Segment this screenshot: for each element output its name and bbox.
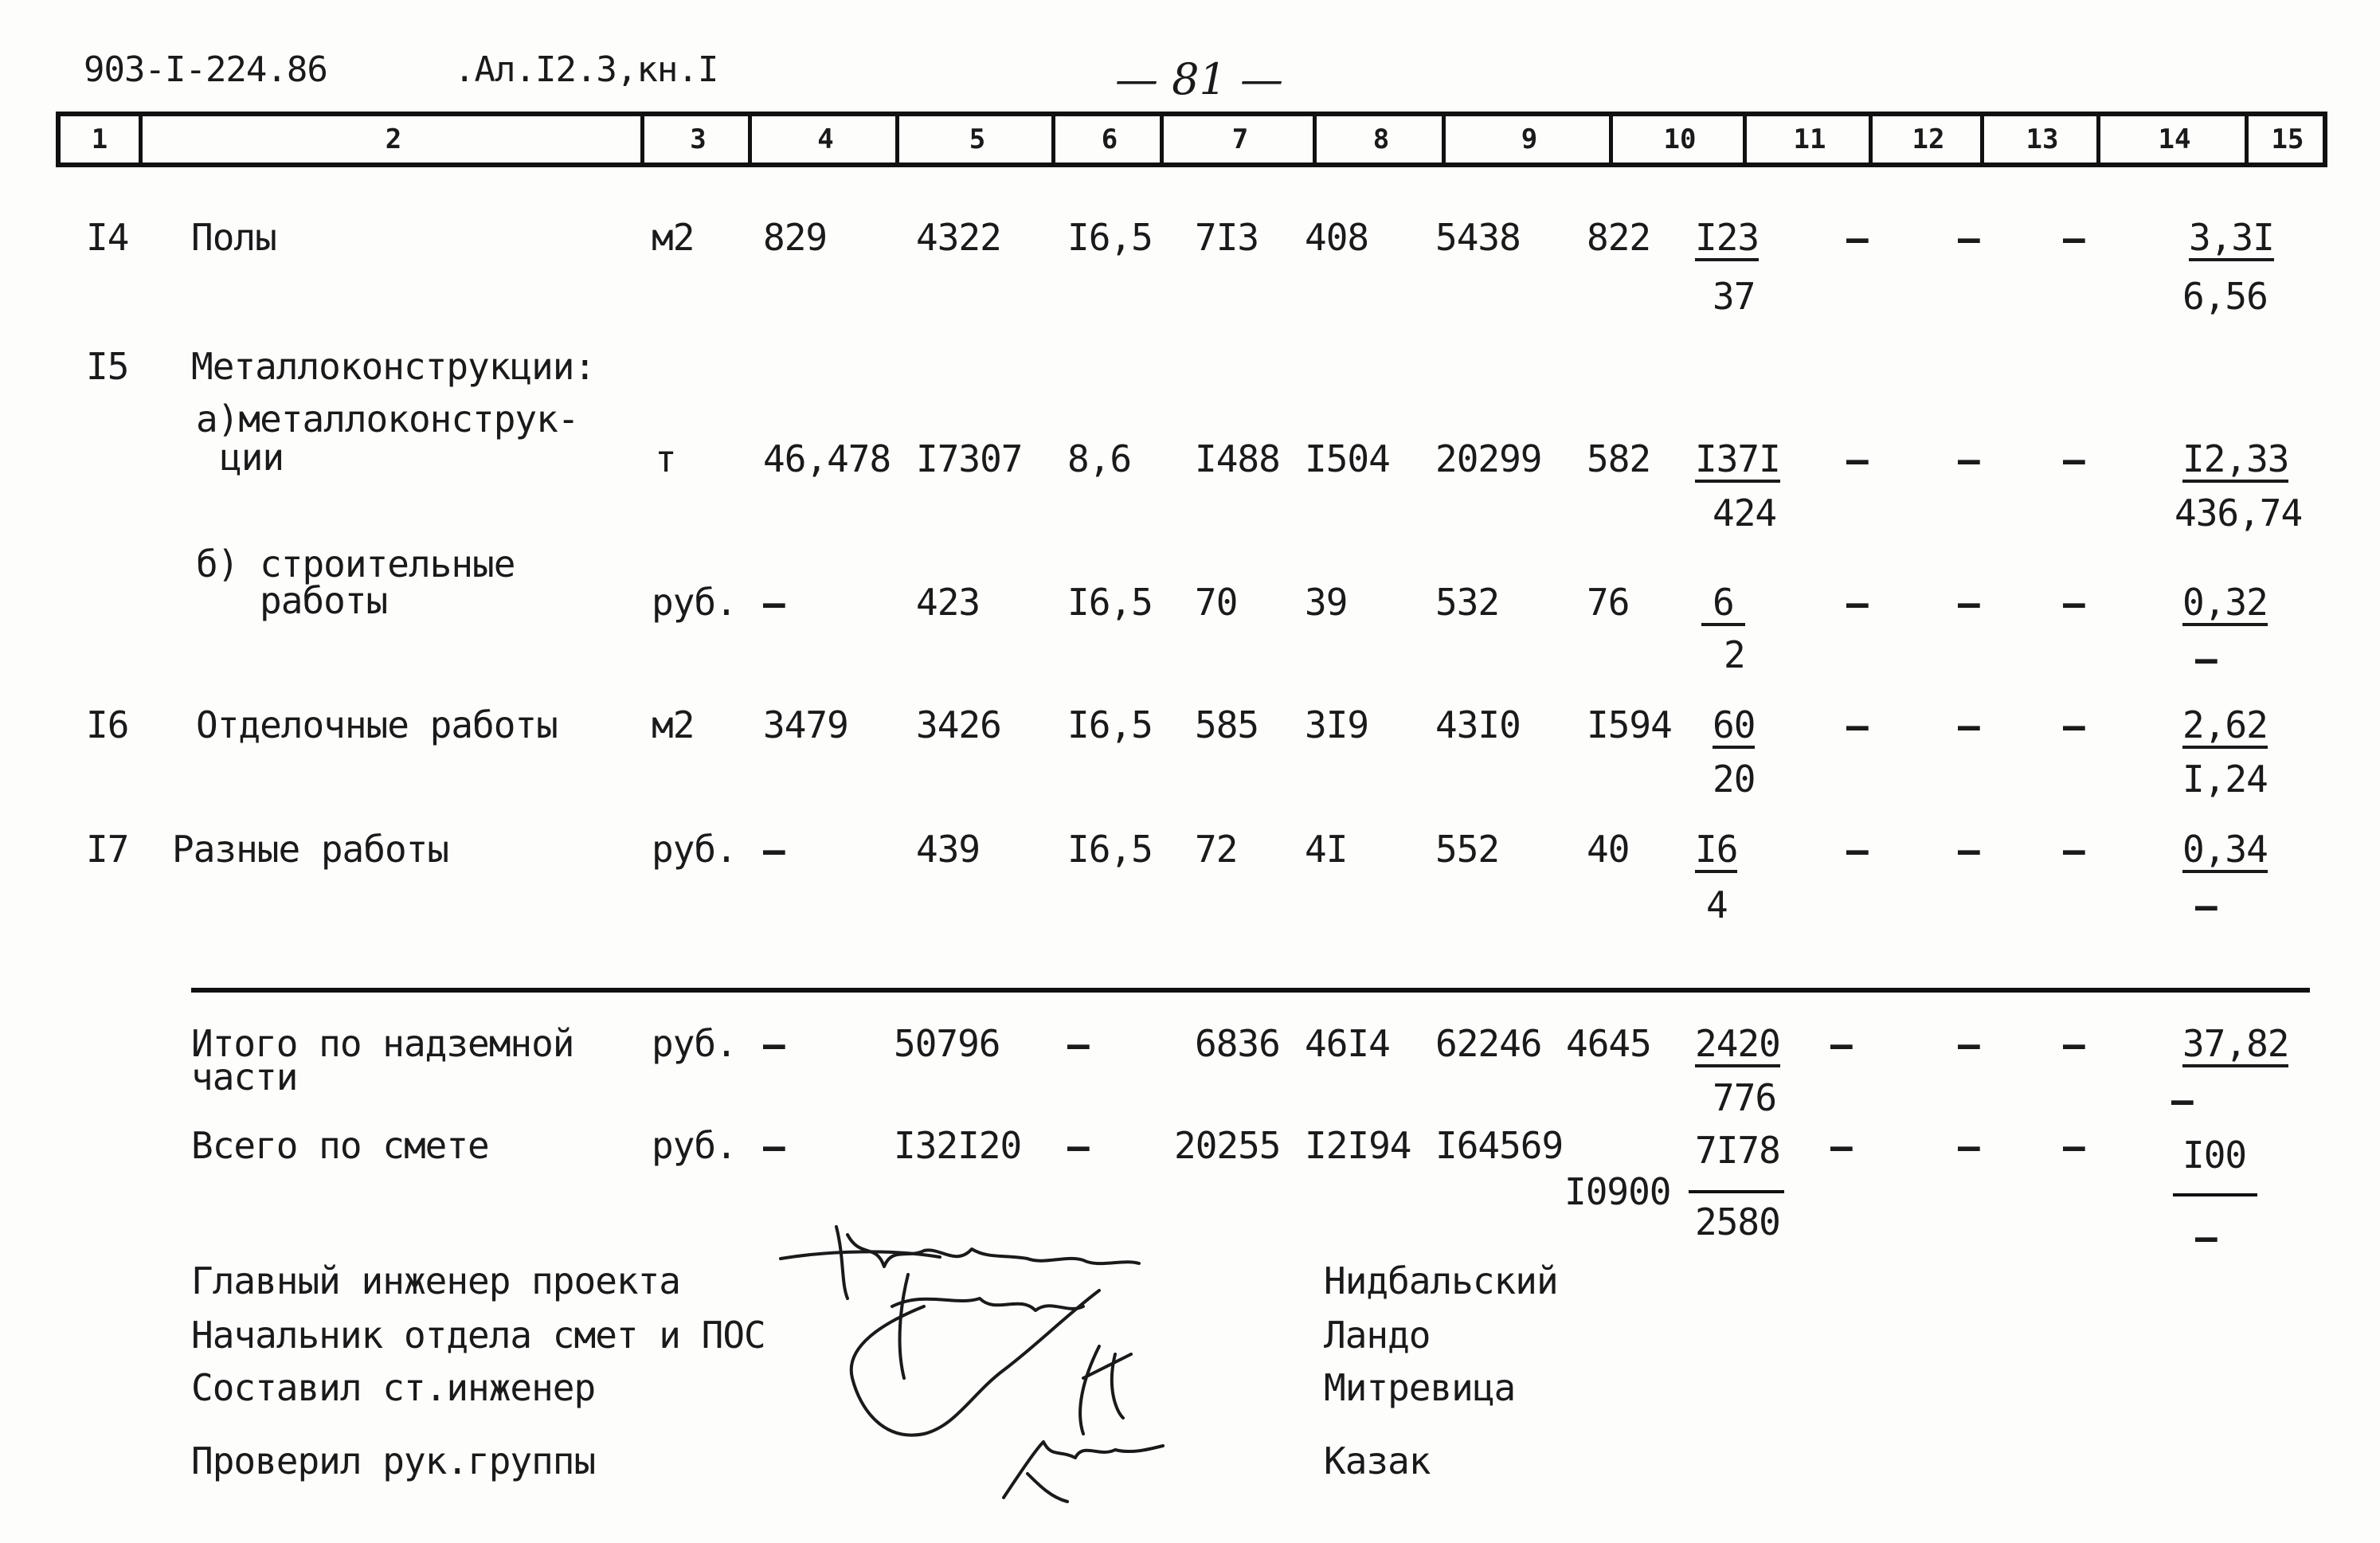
cell-col7: 70 (1195, 581, 1238, 624)
cell-col4: – (763, 1023, 785, 1066)
col-header-2: 2 (139, 116, 644, 163)
cell-col5: 423 (916, 581, 981, 624)
cell-col12: – (1830, 1023, 1853, 1066)
cell-col14: – (2063, 1023, 2085, 1066)
row-number: I7 (86, 828, 129, 871)
cell-col13: – (1958, 704, 1980, 747)
handwritten-signatures (765, 1211, 1211, 1514)
cell-col6: 8,6 (1067, 437, 1132, 480)
signatory-name: Ландо (1324, 1314, 1431, 1357)
row-number: I6 (86, 703, 129, 746)
cell-col5: I32I20 (894, 1124, 1022, 1167)
cell-col8: I504 (1305, 437, 1390, 480)
cell-col14: – (2063, 438, 2085, 481)
cell-col15-bottom: – (2195, 884, 2218, 927)
page-number: — 81 — (1115, 54, 1284, 104)
row-name-line2: части (191, 1055, 298, 1099)
cell-col13: – (1958, 1125, 1980, 1168)
cell-col6: I6,5 (1067, 216, 1153, 259)
cell-col11-top: I23 (1695, 217, 1759, 261)
cell-col6: I6,5 (1067, 581, 1153, 624)
cell-col7: 585 (1195, 703, 1259, 746)
cell-col8: 3I9 (1305, 703, 1369, 746)
cell-col9: 62246 (1435, 1022, 1542, 1065)
cell-col11-top: I37I (1695, 438, 1780, 483)
cell-col15-top: I00 (2182, 1134, 2247, 1177)
unit: т (655, 437, 676, 480)
row-name: Отделочные работы (196, 703, 558, 746)
col-header-11: 11 (1743, 116, 1873, 163)
document-code: 903-I-224.86 (84, 49, 327, 90)
fraction-line (2173, 1193, 2257, 1196)
cell-col14: – (2063, 582, 2085, 625)
cell-col15-top: I2,33 (2182, 438, 2288, 483)
cell-col10: 582 (1587, 437, 1651, 480)
unit: руб. (652, 1022, 737, 1065)
row-name: Полы (191, 216, 276, 259)
cell-col8: 46I4 (1305, 1022, 1390, 1065)
cell-col10: 40 (1587, 828, 1630, 871)
cell-col11-top: 2420 (1695, 1023, 1780, 1067)
cell-col15-top: 3,3I (2189, 217, 2274, 261)
column-header-row (56, 112, 2327, 167)
cell-col5: 439 (916, 828, 981, 871)
cell-col14: – (2063, 217, 2085, 260)
cell-col15-bottom: 436,74 (2174, 491, 2303, 535)
cell-col12: – (1846, 582, 1869, 625)
cell-col15-top: 0,34 (2182, 828, 2268, 873)
signatory-name: Нидбальский (1324, 1259, 1558, 1302)
row-number: I4 (86, 216, 129, 259)
unit: м2 (652, 216, 695, 259)
row-name-line1: Итого по надземной (191, 1022, 574, 1065)
cell-col11-top: 6 (1701, 582, 1745, 626)
cell-col13: – (1958, 828, 1980, 871)
cell-col4: – (763, 582, 785, 625)
cell-col7: 7I3 (1195, 216, 1259, 259)
signatory-name: Митревица (1324, 1366, 1516, 1409)
cell-col5: 50796 (894, 1022, 1000, 1065)
row-name-line1: б) строительные (196, 542, 515, 585)
row-name: Всего по смете (191, 1124, 489, 1167)
cell-col8: 408 (1305, 216, 1369, 259)
row-name: Металлоконструкции: (191, 345, 596, 388)
signatory-role: Начальник отдела смет и ПОС (191, 1314, 765, 1357)
col-header-8: 8 (1313, 116, 1446, 163)
cell-col11-bottom: 424 (1713, 491, 1777, 535)
cell-col11-top: 60 (1713, 704, 1755, 749)
cell-col6: – (1067, 1023, 1090, 1066)
cell-col11-bottom: 37 (1713, 275, 1756, 318)
cell-col14: – (2063, 704, 2085, 747)
cell-col15-bottom: 6,56 (2182, 275, 2268, 318)
cell-col11-bottom: 4 (1706, 883, 1728, 926)
row-number: I5 (86, 345, 129, 388)
cell-col5: 3426 (916, 703, 1001, 746)
col-header-12: 12 (1869, 116, 1984, 163)
cell-col13: – (1958, 217, 1980, 260)
unit: руб. (652, 1124, 737, 1167)
cell-col12: – (1846, 438, 1869, 481)
cell-col10: 4645 (1566, 1022, 1651, 1065)
cell-col8: I2I94 (1305, 1124, 1411, 1167)
cell-col11-top: 7I78 (1695, 1129, 1780, 1172)
cell-col4: – (763, 1125, 785, 1168)
cell-col9: 20299 (1435, 437, 1542, 480)
signatory-name: Казак (1324, 1439, 1431, 1482)
col-header-7: 7 (1160, 116, 1317, 163)
cell-col15-bottom: – (2195, 637, 2218, 680)
cell-col6: – (1067, 1125, 1090, 1168)
cell-col15-top: 37,82 (2182, 1023, 2288, 1067)
cell-col6: I6,5 (1067, 703, 1153, 746)
cell-col12: – (1846, 704, 1869, 747)
cell-col15-top: 0,32 (2182, 582, 2268, 626)
cell-col10: 76 (1587, 581, 1630, 624)
cell-col7: 20255 (1174, 1124, 1281, 1167)
fraction-line (1689, 1190, 1784, 1193)
col-header-10: 10 (1609, 116, 1747, 163)
cell-col4: 829 (763, 216, 828, 259)
album-reference: .Ал.I2.3,кн.I (454, 49, 718, 90)
row-name-line1: а)металлоконструк- (196, 397, 579, 441)
col-header-1: 1 (91, 123, 108, 155)
cell-col12: – (1846, 217, 1869, 260)
col-header-13: 13 (1980, 116, 2100, 163)
cell-col13: – (1958, 582, 1980, 625)
totals-separator-line (191, 988, 2310, 993)
col-header-14: 14 (2096, 116, 2249, 163)
cell-col4: 46,478 (763, 437, 891, 480)
cell-col13: – (1958, 438, 1980, 481)
cell-col8: 4I (1305, 828, 1348, 871)
cell-col9: 532 (1435, 581, 1500, 624)
signatory-role: Проверил рук.группы (191, 1439, 596, 1482)
cell-col11-bottom: 776 (1713, 1076, 1777, 1119)
row-name: Разные работы (172, 828, 449, 871)
col-header-9: 9 (1442, 116, 1613, 163)
unit: руб. (652, 581, 737, 624)
col-header-6: 6 (1051, 116, 1164, 163)
unit: м2 (652, 703, 695, 746)
signatory-role: Главный инженер проекта (191, 1259, 680, 1302)
cell-col10: I0900 (1564, 1170, 1671, 1213)
cell-col9: 5438 (1435, 216, 1521, 259)
cell-col10: 822 (1587, 216, 1651, 259)
cell-col5: 4322 (916, 216, 1001, 259)
cell-col14: – (2063, 1125, 2085, 1168)
cell-col4: – (763, 828, 785, 871)
cell-col4: 3479 (763, 703, 848, 746)
signatory-role: Составил ст.инженер (191, 1366, 596, 1409)
cell-col5: I7307 (916, 437, 1023, 480)
col-header-5: 5 (895, 116, 1055, 163)
cell-col12: – (1846, 828, 1869, 871)
cell-col12: – (1830, 1125, 1853, 1168)
cell-col15-top: 2,62 (2182, 704, 2268, 749)
cell-col11-bottom: 2 (1724, 633, 1745, 676)
cell-col15-bottom: – (2195, 1216, 2218, 1259)
cell-col6: I6,5 (1067, 828, 1153, 871)
cell-col15-bottom: I,24 (2182, 758, 2268, 801)
cell-col8: 39 (1305, 581, 1348, 624)
row-name-line2: работы (260, 579, 388, 622)
cell-col7: I488 (1195, 437, 1280, 480)
cell-col9: 552 (1435, 828, 1500, 871)
col-header-15: 15 (2245, 116, 2327, 163)
cell-col13: – (1958, 1023, 1980, 1066)
cell-col15-bottom: – (2171, 1079, 2194, 1122)
unit: руб. (652, 828, 737, 871)
cell-col9: I64569 (1435, 1124, 1564, 1167)
cell-col14: – (2063, 828, 2085, 871)
col-header-4: 4 (748, 116, 899, 163)
cell-col7: 6836 (1195, 1022, 1280, 1065)
cell-col11-bottom: 2580 (1695, 1200, 1780, 1243)
cell-col7: 72 (1195, 828, 1238, 871)
col-header-3: 3 (640, 116, 752, 163)
cell-col11-bottom: 20 (1713, 758, 1756, 801)
cell-col9: 43I0 (1435, 703, 1521, 746)
cell-col11-top: I6 (1695, 828, 1737, 873)
cell-col10: I594 (1587, 703, 1672, 746)
row-name-line2: ции (220, 436, 284, 479)
